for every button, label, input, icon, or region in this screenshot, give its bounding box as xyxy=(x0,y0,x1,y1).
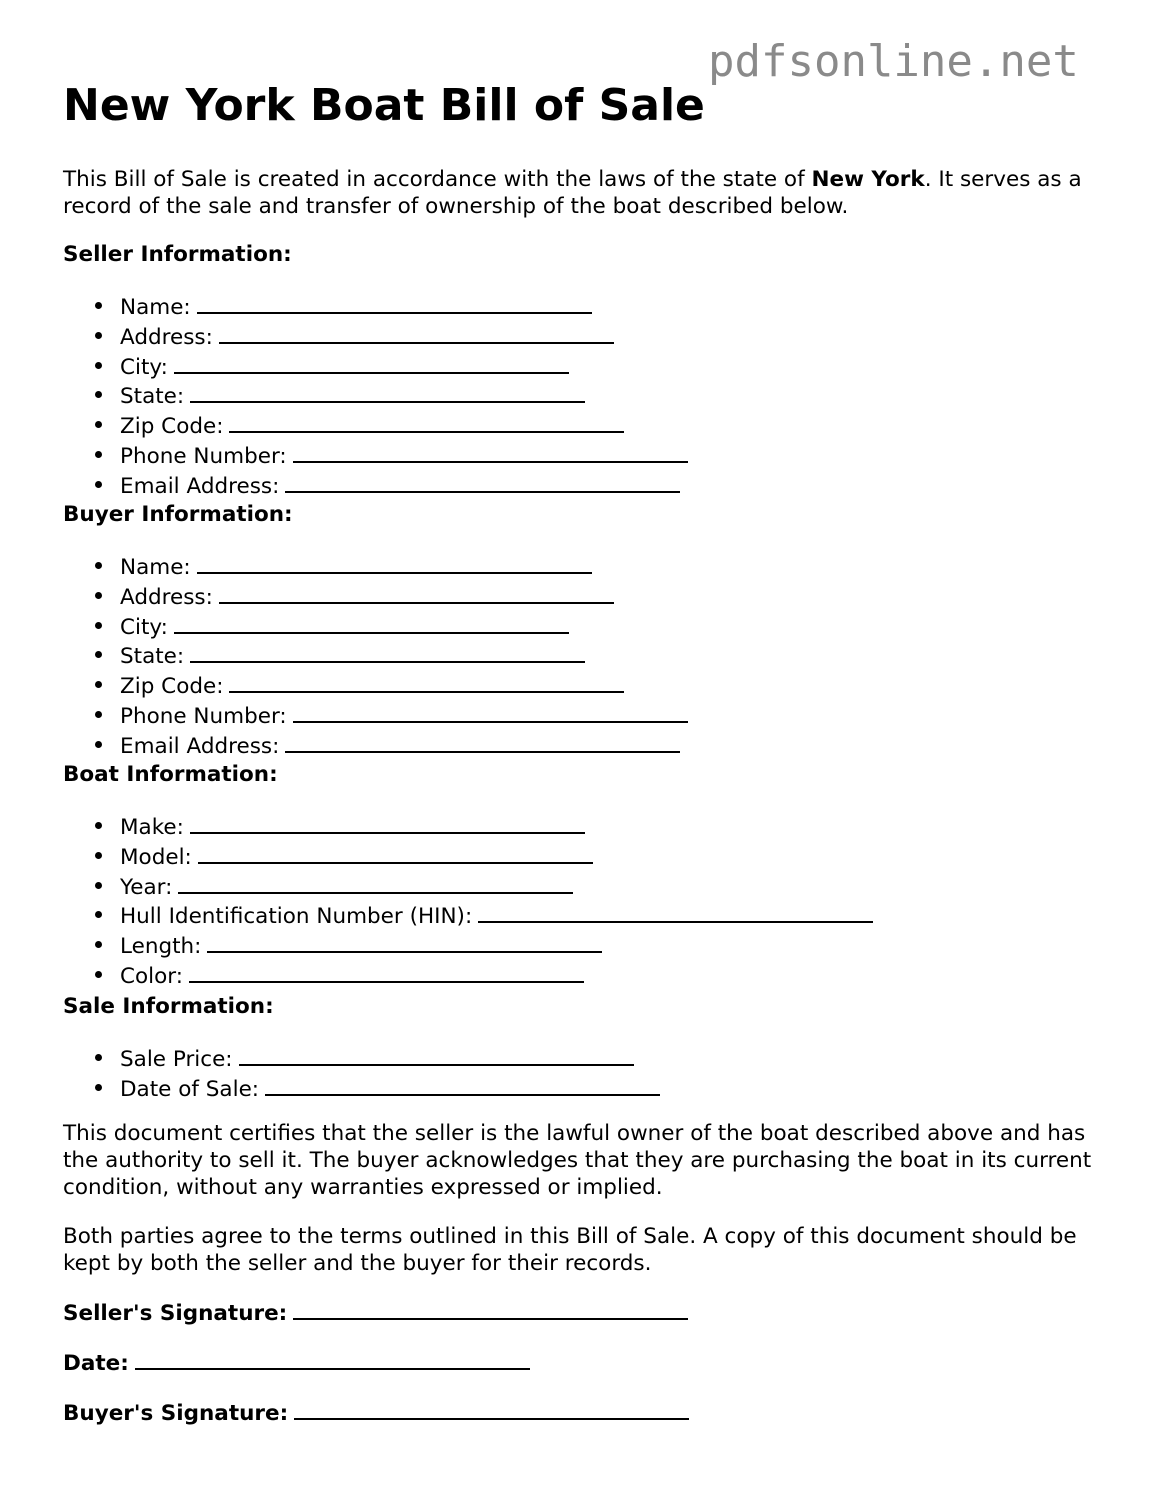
field-label: State: xyxy=(120,644,185,670)
watermark-text: pdfsonline.net xyxy=(708,36,1079,87)
fill-in-blank[interactable] xyxy=(207,931,602,953)
intro-paragraph xyxy=(63,166,1093,220)
buyer-email-field xyxy=(63,731,688,761)
fill-in-blank[interactable] xyxy=(293,441,688,463)
boat-hin-field xyxy=(63,901,873,931)
fill-in-blank[interactable] xyxy=(265,1074,660,1096)
fill-in-blank[interactable] xyxy=(229,411,624,433)
sale-price-field xyxy=(63,1044,660,1074)
buyer-phone-field xyxy=(63,701,688,731)
field-label: Phone Number: xyxy=(120,443,287,469)
field-label: Email Address: xyxy=(120,473,280,499)
agreement-paragraph: Both parties agree to the terms outlined in this Bill of Sale. A copy of this document should be kept by both the seller and the buyer for their records. xyxy=(63,1224,1077,1276)
fill-in-blank[interactable] xyxy=(190,812,585,834)
buyer-city-field xyxy=(63,612,688,642)
field-label: Sale Price: xyxy=(120,1047,233,1072)
fill-in-blank[interactable] xyxy=(285,471,680,493)
fill-in-blank[interactable] xyxy=(190,381,585,403)
field-label: Color: xyxy=(120,963,183,989)
fill-in-blank[interactable] xyxy=(239,1044,634,1066)
fill-in-blank[interactable] xyxy=(219,322,614,344)
field-label: Model: xyxy=(120,844,192,870)
certification-paragraph: This document certifies that the seller is the lawful owner of the boat described above and has the authority to sell it. The buyer acknowledges that they are purchasing the boat in its current condition, without any warranties expressed or implied. xyxy=(63,1121,1092,1200)
buyer-signature-label: Buyer's Signature: xyxy=(63,1401,289,1426)
field-label: Hull Identification Number (HIN): xyxy=(120,904,473,930)
field-label: Length: xyxy=(120,934,202,960)
boat-model-field xyxy=(63,842,873,872)
buyer-fields-list xyxy=(63,552,688,761)
boat-color-field xyxy=(63,961,873,991)
fill-in-blank[interactable] xyxy=(198,842,593,864)
field-label: Name: xyxy=(120,295,191,320)
seller-address-field xyxy=(63,322,688,352)
fill-in-blank[interactable] xyxy=(174,612,569,634)
seller-email-field xyxy=(63,471,688,501)
fill-in-blank[interactable] xyxy=(229,671,624,693)
seller-zip-field xyxy=(63,411,688,441)
field-label: Email Address: xyxy=(120,733,280,759)
boat-heading: Boat Information: xyxy=(63,762,278,787)
document-title: New York Boat Bill of Sale xyxy=(63,80,705,131)
fill-in-blank[interactable] xyxy=(293,701,688,723)
sale-date-field xyxy=(63,1074,660,1104)
field-label: City: xyxy=(120,614,168,640)
field-label: Phone Number: xyxy=(120,703,287,729)
sale-fields-list xyxy=(63,1044,660,1104)
buyer-address-field xyxy=(63,582,688,612)
fill-in-blank[interactable] xyxy=(190,641,585,663)
seller-signature-line xyxy=(63,1298,688,1326)
boat-make-field xyxy=(63,812,873,842)
boat-year-field xyxy=(63,872,873,902)
boat-fields-list xyxy=(63,812,873,991)
field-label: Address: xyxy=(120,584,213,610)
intro-before: This Bill of Sale is created in accordance with the laws of the state of xyxy=(63,167,812,192)
buyer-heading: Buyer Information: xyxy=(63,502,293,527)
field-label: Address: xyxy=(120,324,213,350)
seller-heading: Seller Information: xyxy=(63,242,292,267)
fill-in-blank[interactable] xyxy=(197,292,592,314)
field-label: Zip Code: xyxy=(120,414,224,440)
field-label: State: xyxy=(120,384,185,410)
field-label: City: xyxy=(120,354,168,380)
seller-signature-label: Seller's Signature: xyxy=(63,1301,288,1326)
seller-city-field xyxy=(63,352,688,382)
fill-in-blank[interactable] xyxy=(219,582,614,604)
field-label: Zip Code: xyxy=(120,674,224,700)
buyer-signature-line xyxy=(63,1398,689,1426)
fill-in-blank[interactable] xyxy=(189,961,584,983)
field-label: Year: xyxy=(120,874,173,900)
field-label: Date of Sale: xyxy=(120,1076,260,1102)
fill-in-blank[interactable] xyxy=(178,872,573,894)
buyer-state-field xyxy=(63,641,688,671)
date-blank[interactable] xyxy=(135,1348,530,1370)
field-label: Make: xyxy=(120,815,184,840)
buyer-zip-field xyxy=(63,671,688,701)
buyer-name-field xyxy=(63,552,688,582)
seller-fields-list xyxy=(63,292,688,501)
seller-name-field xyxy=(63,292,688,322)
seller-signature-blank[interactable] xyxy=(293,1298,688,1320)
sale-heading: Sale Information: xyxy=(63,994,274,1019)
field-label: Name: xyxy=(120,555,191,580)
date-label: Date: xyxy=(63,1351,129,1376)
seller-phone-field xyxy=(63,441,688,471)
intro-state: New York xyxy=(811,167,925,192)
date-signature-line xyxy=(63,1348,530,1376)
boat-length-field xyxy=(63,931,873,961)
buyer-signature-blank[interactable] xyxy=(294,1398,689,1420)
fill-in-blank[interactable] xyxy=(285,731,680,753)
seller-state-field xyxy=(63,381,688,411)
fill-in-blank[interactable] xyxy=(478,901,873,923)
fill-in-blank[interactable] xyxy=(197,552,592,574)
intro-after: . It serves as a record of the sale and transfer of ownership of the boat described below. xyxy=(63,167,1082,219)
fill-in-blank[interactable] xyxy=(174,352,569,374)
